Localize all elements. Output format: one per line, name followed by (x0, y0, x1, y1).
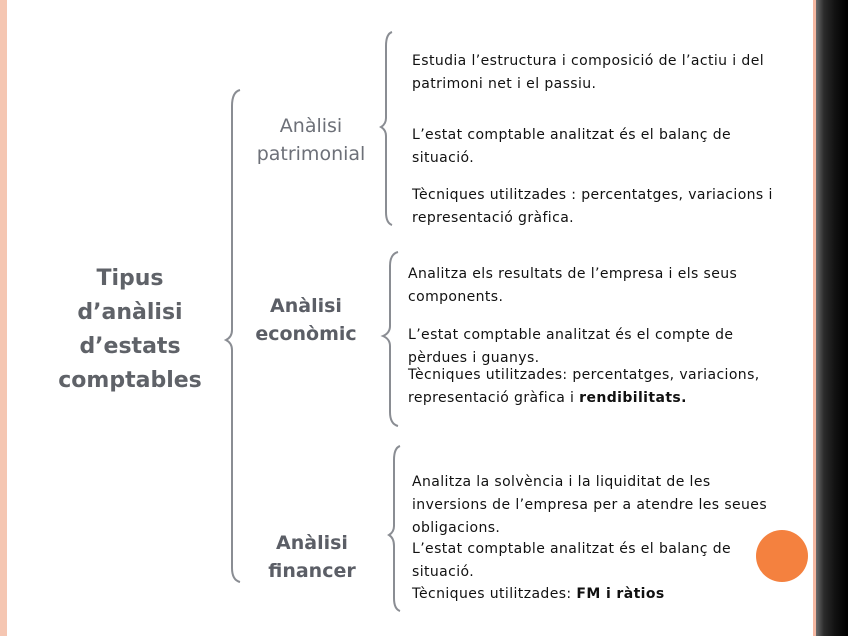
category-financer-label: Anàlisi financer (268, 532, 356, 582)
category-economic-label: Anàlisi econòmic (255, 295, 357, 345)
accent-circle (756, 530, 808, 582)
financer-item-3 (412, 583, 772, 606)
brace-financer (389, 446, 400, 611)
financer-item-3-bold: FM i ràtios (576, 586, 665, 602)
economic-item-3-bold: rendibilitats. (579, 390, 687, 406)
patrimonial-item-2: L’estat comptable analitzat és el balanç de situació. (412, 127, 731, 166)
category-patrimonial-label: Anàlisi patrimonial (256, 115, 366, 165)
diagram-title: Tipus d’anàlisi d’estats comptables (58, 266, 202, 393)
brace-economic (383, 252, 398, 426)
economic-item-2: L’estat comptable analitzat és el compte de pèrdues i guanys. (408, 327, 734, 366)
economic-item-3-text: Tècniques utilitzades: percentatges, variacions, representació gràfica i (408, 367, 760, 406)
main-brace (226, 90, 240, 582)
patrimonial-item-1: Estudia l’estructura i composició de l’actiu i del patrimoni net i el passiu. (412, 53, 764, 92)
economic-item-3 (408, 364, 788, 410)
brace-patrimonial (381, 32, 392, 225)
financer-item-1: Analitza la solvència i la liquiditat de les inversions de l’empresa per a atendre les seues obligacions. (412, 474, 768, 536)
economic-item-1: Analitza els resultats de l’empresa i els seus components. (408, 266, 738, 305)
financer-item-2: L’estat comptable analitzat és el balanç de situació. (412, 541, 731, 580)
patrimonial-item-3: Tècniques utilitzades : percentatges, variacions i representació gràfica. (412, 187, 773, 226)
financer-item-3-text: Tècniques utilitzades: (412, 586, 577, 602)
